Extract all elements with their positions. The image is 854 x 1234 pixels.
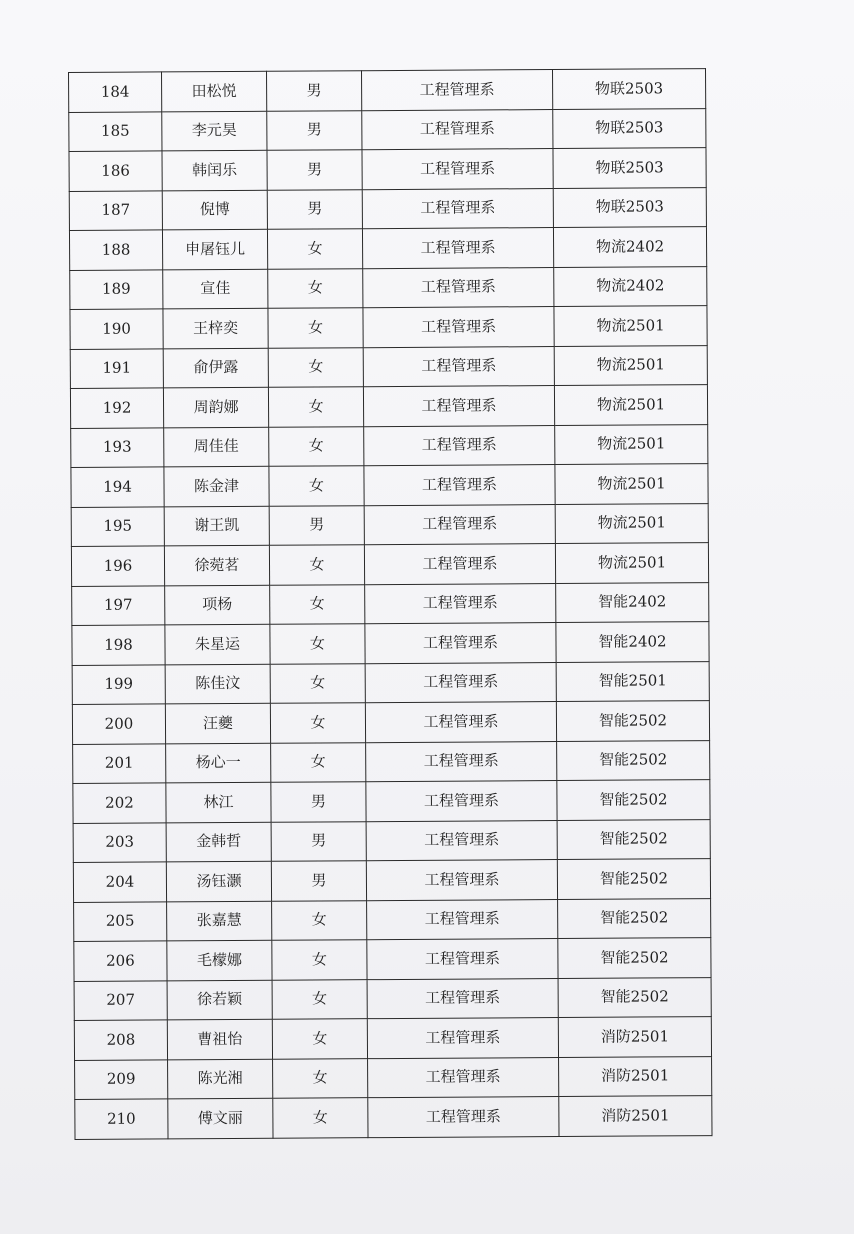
row-number-cell: 192	[70, 388, 163, 428]
row-number-cell: 187	[69, 190, 162, 230]
gender-cell: 女	[270, 703, 365, 743]
class-cell: 物联2503	[552, 69, 705, 109]
class-cell: 智能2402	[556, 582, 709, 622]
class-cell: 物流2501	[554, 345, 707, 385]
department-cell: 工程管理系	[365, 583, 556, 624]
row-number-cell: 208	[74, 1020, 167, 1060]
gender-cell: 女	[272, 979, 367, 1019]
department-cell: 工程管理系	[368, 1057, 559, 1098]
class-cell: 智能2502	[557, 859, 710, 899]
class-cell: 物流2501	[555, 424, 708, 464]
class-cell: 物联2503	[553, 148, 706, 188]
table-row	[74, 898, 711, 941]
class-cell: 物联2503	[553, 187, 706, 227]
table-row	[70, 345, 707, 388]
gender-cell: 女	[270, 663, 365, 703]
gender-cell: 女	[268, 347, 363, 387]
department-cell: 工程管理系	[363, 386, 554, 427]
department-cell: 工程管理系	[362, 109, 553, 150]
row-number-cell: 196	[71, 546, 164, 586]
table-row	[70, 266, 707, 309]
department-cell: 工程管理系	[368, 1097, 559, 1138]
row-number-cell: 186	[69, 151, 162, 191]
row-number-cell: 198	[72, 625, 165, 665]
student-name-cell: 王梓奕	[163, 308, 268, 348]
gender-cell: 女	[273, 1098, 368, 1138]
class-cell: 物联2503	[553, 108, 706, 148]
row-number-cell: 204	[73, 862, 166, 902]
table-row	[69, 69, 706, 112]
row-number-cell: 184	[69, 72, 162, 112]
class-cell: 智能2502	[557, 780, 710, 820]
gender-cell: 女	[269, 545, 364, 585]
department-cell: 工程管理系	[361, 70, 552, 111]
table-row	[69, 108, 706, 151]
table-row	[70, 306, 707, 349]
department-cell: 工程管理系	[363, 267, 554, 308]
row-number-cell: 209	[75, 1059, 168, 1099]
class-cell: 消防2501	[559, 1096, 712, 1136]
gender-cell: 女	[268, 268, 363, 308]
class-cell: 智能2402	[556, 622, 709, 662]
department-cell: 工程管理系	[362, 188, 553, 229]
student-name-cell: 徐若颖	[167, 980, 272, 1020]
class-cell: 智能2502	[558, 938, 711, 978]
gender-cell: 女	[268, 387, 363, 427]
table-row	[72, 582, 709, 625]
table-row	[73, 859, 710, 902]
class-cell: 物流2501	[555, 464, 708, 504]
gender-cell: 男	[269, 505, 364, 545]
student-name-cell: 宣佳	[163, 269, 268, 309]
table-row	[70, 385, 707, 428]
department-cell: 工程管理系	[365, 702, 556, 743]
department-cell: 工程管理系	[364, 544, 555, 585]
gender-cell: 男	[271, 861, 366, 901]
row-number-cell: 195	[71, 506, 164, 546]
class-cell: 物流2402	[554, 266, 707, 306]
gender-cell: 男	[266, 71, 361, 111]
row-number-cell: 193	[71, 427, 164, 467]
student-name-cell: 谢王凯	[164, 506, 269, 546]
gender-cell: 女	[269, 466, 364, 506]
row-number-cell: 191	[70, 348, 163, 388]
row-number-cell: 207	[74, 980, 167, 1020]
row-number-cell: 206	[74, 941, 167, 981]
class-cell: 物流2501	[554, 385, 707, 425]
class-cell: 物流2501	[555, 543, 708, 583]
gender-cell: 女	[272, 1019, 367, 1059]
row-number-cell: 188	[69, 230, 162, 270]
department-cell: 工程管理系	[367, 1018, 558, 1059]
student-name-cell: 汤钰灏	[166, 861, 271, 901]
roster-table-body	[69, 69, 713, 1139]
gender-cell: 女	[271, 742, 366, 782]
table-row	[71, 464, 708, 507]
table-row	[69, 148, 706, 191]
table-row	[74, 1017, 711, 1060]
row-number-cell: 205	[74, 901, 167, 941]
row-number-cell: 185	[69, 111, 162, 151]
department-cell: 工程管理系	[364, 425, 555, 466]
table-row	[74, 938, 711, 981]
student-name-cell: 俞伊露	[163, 348, 268, 388]
gender-cell: 女	[269, 426, 364, 466]
department-cell: 工程管理系	[364, 465, 555, 506]
student-name-cell: 申屠钰儿	[162, 229, 267, 269]
class-cell: 智能2501	[556, 661, 709, 701]
class-cell: 智能2502	[557, 819, 710, 859]
department-cell: 工程管理系	[363, 346, 554, 387]
row-number-cell: 190	[70, 309, 163, 349]
student-name-cell: 朱星运	[165, 624, 270, 664]
student-name-cell: 林江	[166, 782, 271, 822]
student-name-cell: 周佳佳	[164, 427, 269, 467]
class-cell: 智能2502	[557, 740, 710, 780]
student-name-cell: 倪博	[162, 190, 267, 230]
table-row	[73, 780, 710, 823]
student-name-cell: 陈金津	[164, 466, 269, 506]
table-row	[72, 701, 709, 744]
department-cell: 工程管理系	[363, 307, 554, 348]
class-cell: 智能2502	[558, 898, 711, 938]
class-cell: 智能2502	[558, 977, 711, 1017]
department-cell: 工程管理系	[365, 623, 556, 664]
table-row	[74, 977, 711, 1020]
table-row	[71, 503, 708, 546]
student-name-cell: 田松悦	[162, 71, 267, 111]
gender-cell: 女	[270, 584, 365, 624]
student-name-cell: 杨心一	[166, 743, 271, 783]
gender-cell: 女	[267, 229, 362, 269]
department-cell: 工程管理系	[364, 504, 555, 545]
student-name-cell: 毛檬娜	[167, 940, 272, 980]
row-number-cell: 194	[71, 467, 164, 507]
class-cell: 物流2501	[555, 503, 708, 543]
student-name-cell: 汪夔	[165, 703, 270, 743]
gender-cell: 女	[272, 900, 367, 940]
department-cell: 工程管理系	[366, 820, 557, 861]
gender-cell: 女	[273, 1058, 368, 1098]
student-name-cell: 周韵娜	[163, 387, 268, 427]
table-row	[73, 740, 710, 783]
gender-cell: 女	[270, 624, 365, 664]
department-cell: 工程管理系	[366, 741, 557, 782]
gender-cell: 男	[271, 821, 366, 861]
student-name-cell: 韩闰乐	[162, 150, 267, 190]
student-name-cell: 陈佳汶	[165, 664, 270, 704]
student-name-cell: 李元昊	[162, 111, 267, 151]
student-name-cell: 项杨	[165, 585, 270, 625]
student-name-cell: 陈光湘	[168, 1059, 273, 1099]
class-cell: 物流2501	[554, 306, 707, 346]
department-cell: 工程管理系	[362, 228, 553, 269]
class-cell: 消防2501	[559, 1056, 712, 1096]
row-number-cell: 199	[72, 664, 165, 704]
row-number-cell: 202	[73, 783, 166, 823]
department-cell: 工程管理系	[365, 662, 556, 703]
gender-cell: 男	[271, 782, 366, 822]
table-row	[73, 819, 710, 862]
gender-cell: 男	[267, 189, 362, 229]
table-row	[75, 1056, 712, 1099]
row-number-cell: 200	[72, 704, 165, 744]
department-cell: 工程管理系	[366, 781, 557, 822]
table-row	[71, 424, 708, 467]
department-cell: 工程管理系	[362, 149, 553, 190]
student-roster-table	[68, 68, 713, 1139]
row-number-cell: 203	[73, 822, 166, 862]
student-name-cell: 傅文丽	[168, 1098, 273, 1138]
student-name-cell: 张嘉慧	[167, 901, 272, 941]
gender-cell: 男	[267, 110, 362, 150]
student-name-cell: 曹祖怡	[167, 1019, 272, 1059]
department-cell: 工程管理系	[366, 860, 557, 901]
table-row	[75, 1096, 712, 1139]
row-number-cell: 197	[72, 585, 165, 625]
class-cell: 智能2502	[556, 701, 709, 741]
student-name-cell: 徐菀茗	[164, 545, 269, 585]
row-number-cell: 201	[73, 743, 166, 783]
class-cell: 物流2402	[553, 227, 706, 267]
department-cell: 工程管理系	[367, 939, 558, 980]
table-row	[72, 622, 709, 665]
table-row	[69, 187, 706, 230]
student-name-cell: 金韩哲	[166, 822, 271, 862]
department-cell: 工程管理系	[367, 899, 558, 940]
gender-cell: 男	[267, 150, 362, 190]
row-number-cell: 189	[70, 269, 163, 309]
table-row	[71, 543, 708, 586]
department-cell: 工程管理系	[367, 978, 558, 1019]
row-number-cell: 210	[75, 1099, 168, 1139]
table-row	[72, 661, 709, 704]
gender-cell: 女	[272, 940, 367, 980]
class-cell: 消防2501	[558, 1017, 711, 1057]
gender-cell: 女	[268, 308, 363, 348]
table-row	[69, 227, 706, 270]
